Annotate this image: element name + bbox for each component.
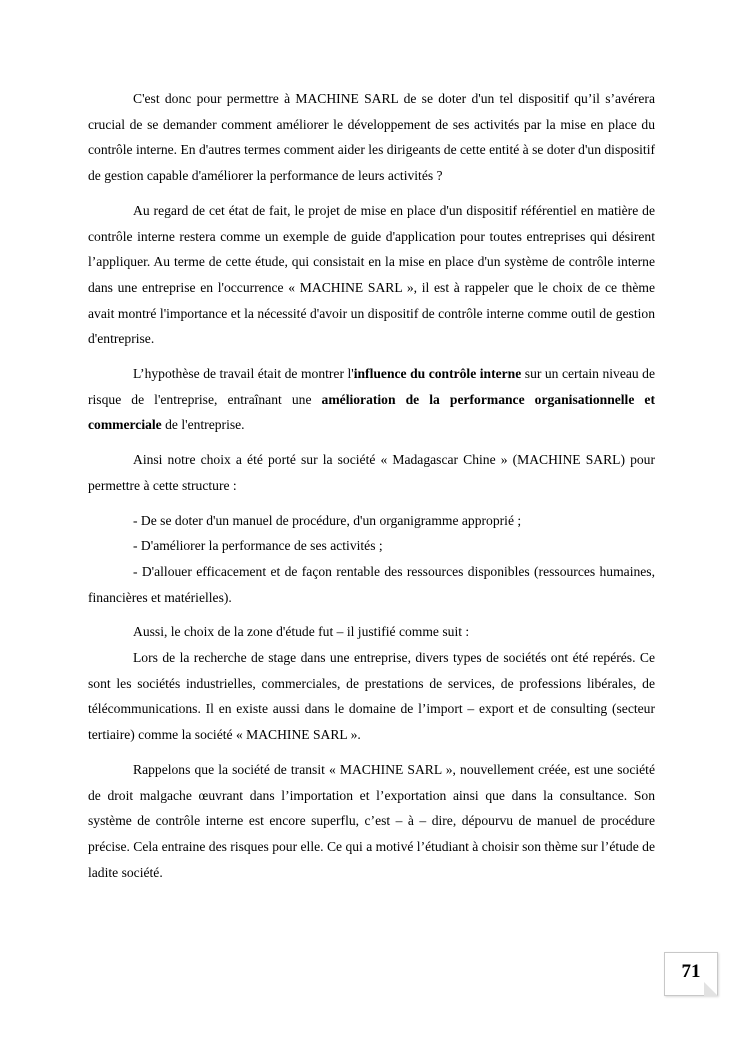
hypothesis-text-3: de l'entreprise. [161,417,245,433]
page-curl-icon [704,982,718,996]
paragraph-company-choice: Ainsi notre choix a été porté sur la société « Madagascar Chine » (MACHINE SARL) pour permettre à cette structure : [88,452,655,493]
hypothesis-bold-2: amélioration de la performance organisationnelle et commerciale [88,391,655,433]
hypothesis-text-1: L’hypothèse de travail était de montrer l' [133,366,354,382]
list-item: - D'allouer efficacement et de façon rentable des ressources disponibles (ressources humaines, financières et matérielles). [88,563,655,605]
paragraph-study-zone: Aussi, le choix de la zone d'étude fut – il justifié comme suit : [133,624,470,640]
paragraph-problem-statement: C'est donc pour permettre à MACHINE SARL de se doter d'un tel dispositif qu’il s’avérera crucial de se demander comment améliorer le développement de ses activités par la mise en place du contrôle interne. En d'autres termes comment aider les dirigeants de cette entité à se doter d'un dispositif de gestion capable d'améliorer la performance de leurs activités ? [88,91,655,184]
hypothesis-text-2: sur un certain niveau de risque de l'entreprise, entraînant une [88,366,656,407]
paragraph-company-description: Rappelons que la société de transit « MACHINE SARL », nouvellement créée, est une société de droit malgache œuvrant dans l’importation et l’exportation ainsi que dans la consultance. Son système de contrôle interne est encore superflu, c’est – à – dire, dépourvu de manuel de procédure précise. Cela entraine des risques pour elle. Ce qui a motivé l’étudiant à choisir son thème sur l’étude de ladite société. [88,761,655,880]
page-number: 71 [681,961,701,982]
paragraph-hypothesis [88,361,655,438]
hypothesis-bold-1: influence du contrôle interne [353,366,522,382]
page-number-box [664,952,718,996]
paragraph-context: Au regard de cet état de fait, le projet de mise en place d'un dispositif référentiel en matière de contrôle interne restera comme un exemple de guide d'application pour toutes entreprises qui désirent l’appliquer. Au terme de cette étude, qui consistait en la mise en place d'un système de contrôle interne dans une entreprise en l'occurrence « MACHINE SARL », il est à rappeler que le choix de ce thème avait montré l'importance et la nécessité d'avoir un dispositif de contrôle interne comme outil de gestion d'entreprise. [88,202,655,347]
document-body [88,86,655,894]
list-item: - D'améliorer la performance de ses activités ; [133,538,383,554]
paragraph-internship-search: Lors de la recherche de stage dans une entreprise, divers types de sociétés ont été repérés. Ce sont les sociétés industrielles, commerciales, de prestations de services, de professions libérales, de télécommunications. Il en existe aussi dans le domaine de l’import – export et de consulting (secteur tertiaire) comme la société « MACHINE SARL ». [88,650,655,743]
list-item: - De se doter d'un manuel de procédure, d'un organigramme approprié ; [133,512,522,528]
